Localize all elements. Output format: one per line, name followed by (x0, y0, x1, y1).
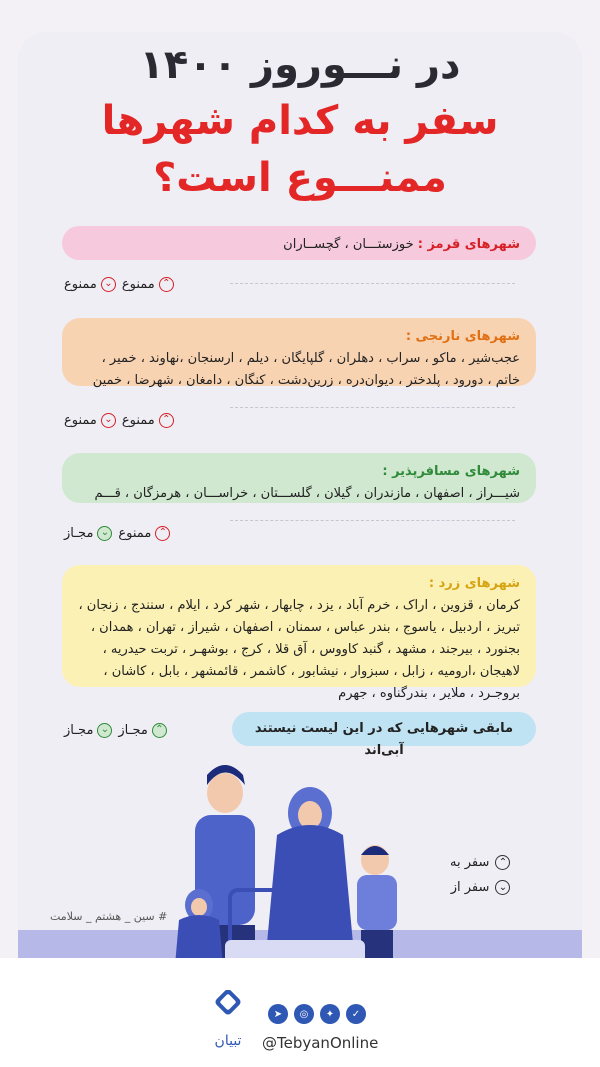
arrow-up-icon: ⌃ (159, 413, 174, 428)
status-from (64, 723, 112, 738)
status-to-label: ممنوع (121, 412, 155, 428)
arrow-down-icon: ⌄ (97, 723, 112, 738)
title-line-1: در نـــوروز ۱۴۰۰ (139, 42, 461, 88)
telegram-icon[interactable]: ➤ (268, 1004, 288, 1024)
status-to (118, 723, 166, 738)
social-icons (268, 1004, 366, 1024)
orange-cities-heading: شهرهای نارنجی : (405, 329, 520, 344)
arrow-down-icon: ⌄ (495, 880, 510, 895)
arrow-up-icon: ⌃ (152, 723, 167, 738)
green-cities-list: شیـــراز ، اصفهان ، مازندران ، گیلان ، گلســـتان ، خراســـان ، هرمزگان ، قـــم (94, 486, 520, 501)
red-cities-box (62, 226, 536, 260)
status-from-label: ممنوع (64, 276, 97, 292)
status-to-label: مجـاز (118, 722, 148, 738)
check-icon[interactable]: ✓ (346, 1004, 366, 1024)
status-row-blue (64, 716, 167, 744)
legend (450, 855, 510, 905)
green-cities-box (62, 453, 536, 503)
red-cities-heading: شهرهای قرمز : (417, 237, 520, 252)
divider (230, 520, 515, 522)
green-cities-heading: شهرهای مسافرپذیر : (382, 464, 520, 479)
instagram-icon[interactable]: ◎ (294, 1004, 314, 1024)
yellow-cities-box (62, 565, 536, 701)
status-from (64, 526, 112, 541)
status-to (122, 277, 174, 292)
brand-name: تبیان (214, 1033, 242, 1049)
status-to-label: ممنوع (118, 525, 152, 541)
legend-label-to: سفر به (450, 855, 490, 870)
status-to-label: ممنوع (121, 276, 155, 292)
status-row-green (64, 519, 170, 547)
twitter-icon[interactable]: ✦ (320, 1004, 340, 1024)
family-illustration (165, 755, 435, 970)
status-row-red (64, 270, 174, 298)
arrow-up-icon: ⌃ (155, 526, 170, 541)
legend-item-to (450, 855, 510, 870)
title-line-2: سفر به کدام شهرها (101, 98, 499, 144)
status-from (64, 277, 116, 292)
divider (230, 407, 515, 409)
orange-cities-list: عجب‌شیر ، ماکو ، سراب ، دهلران ، گلپایگان ، دیلم ، ارسنجان ،نهاوند ، خمیر ، خاتم ، دورود ، پلدختر ، دیوان‌دره ، زرین‌دشت ، کنگان ، دامغان ، شهرضا ، خمین (92, 351, 520, 388)
arrow-down-icon: ⌄ (101, 413, 116, 428)
status-from-label: مجـاز (64, 722, 94, 738)
status-row-orange (64, 406, 174, 434)
yellow-cities-heading: شهرهای زرد : (428, 576, 520, 591)
orange-cities-box (62, 318, 536, 386)
title-line-3: ممنـــوع است؟ (153, 155, 447, 201)
status-to (118, 526, 170, 541)
arrow-up-icon: ⌃ (159, 277, 174, 292)
status-from-label: ممنوع (64, 412, 97, 428)
blue-cities-box: مابقی شهرهایی که در این لیست نیستند آبی‌اند (232, 712, 536, 746)
status-from (64, 413, 116, 428)
status-from-label: مجـاز (64, 525, 94, 541)
social-handle[interactable]: @TebyanOnline (262, 1034, 379, 1052)
hashtag: # سین _ هشتم _ سلامت (50, 910, 168, 923)
red-cities-list: خوزستـــان ، گچســاران (283, 237, 418, 252)
arrow-down-icon: ⌄ (97, 526, 112, 541)
arrow-up-icon: ⌃ (495, 855, 510, 870)
legend-item-from (450, 880, 510, 895)
yellow-cities-list: کرمان ، قزوین ، اراک ، خرم آباد ، یزد ، چابهار ، شهر کرد ، ایلام ، سنندج ، زنجان ، تبریز ، اردبیل ، یاسوج ، بندر عباس ، سمنان ، اصفهان ، شیراز ، تهران ، همدان ، بجنورد ، بیرجند ، مشهد ، گنبد کاووس ، آق قلا ، کرج ، بوشهـر ، تربت حیدریه ، لاهیجان ،ارومیه ، زابل ، سبزوار ، نیشابور ، کاشمر ، قائمشهر ، بابل ، کاشان ، بروجـرد ، ملایر ، بندرگناوه ، جهرم (78, 598, 520, 701)
arrow-down-icon: ⌄ (101, 277, 116, 292)
status-to (122, 413, 174, 428)
divider (230, 283, 515, 285)
tebyan-logo-icon (203, 990, 253, 1050)
legend-label-from: سفر از (450, 880, 490, 895)
